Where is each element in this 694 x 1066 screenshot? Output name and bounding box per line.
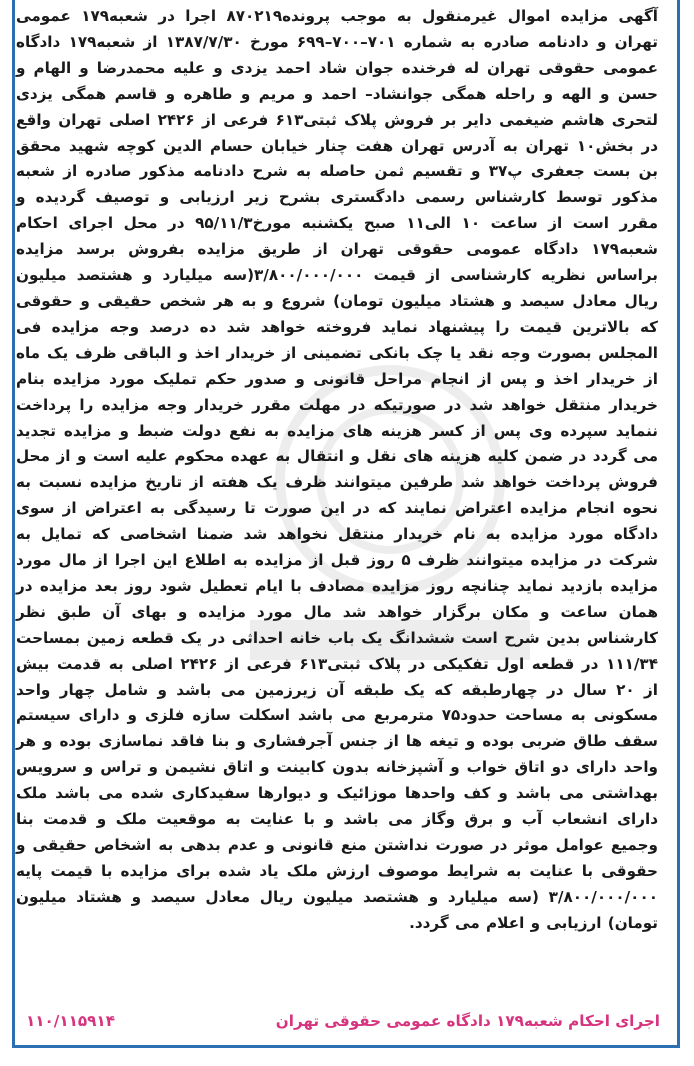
issuer-label: اجرای احکام شعبه۱۷۹ دادگاه عمومی حقوقی تهران <box>275 1012 660 1030</box>
notice-body-text: آگهی مزایده اموال غیرمنقول به موجب پرونده۸۷۰۲۱۹ اجرا در شعبه۱۷۹ عمومی تهران و دادنامه صادره به شماره ۷۰۱–۷۰۰–۶۹۹ مورخ ۱۳۸۷/۷/۳۰ از شعبه۱۷۹ دادگاه عمومی حقوقی تهران له فرخنده جوان شاد احمد یزدی و علیه محمدرضا و الهام و حسن و الهه و راحله همگی جوانشاد– احمد و مریم و طاهره و قاسم همگی یزدی لتحری هاشم ضیغمی دایر بر فروش پلاک ثبتی۶۱۳ فرعی از ۲۴۲۶ اصلی تهران واقع در بخش۱۰ تهران به آدرس تهران هفت چنار خیابان حسام الدین کوچه شهید محقق بن بست جعفری پ۳۷ و تقسیم ثمن حاصله به شرح دادنامه مذکور صادره از شعبه مذکور توسط کارشناس رسمی دادگستری بشرح زیر ارزیابی و توصیف گردیده و مقرر است از ساعت ۱۰ الی۱۱ صبح یکشنبه مورخ۹۵/۱۱/۳ در محل اجرای احکام شعبه۱۷۹ دادگاه عمومی حقوقی تهران از طریق مزایده بفروش برسد مزایده براساس نظریه کارشناسی از قیمت ۳/۸۰۰/۰۰۰/۰۰۰(سه میلیارد و هشتصد میلیون ریال معادل سیصد و هشتاد میلیون تومان) شروع و به هر شخص حقیقی و حقوقی که بالاترین قیمت را پیشنهاد نماید فروخته خواهد شد ده درصد وجه مزایده فی المجلس بصورت وجه نقد یا چک بانکی تضمینی از خریدار اخذ و الباقی ظرف یک ماه از خریدار اخذ و پس از انجام مراحل قانونی و صدور حکم تملیک مورد مزایده بنام خریدار منتقل خواهد شد در صورتیکه در مهلت مقرر خریدار وجه مزایده را پرداخت ننماید سپرده وی پس از کسر هزینه های مزایده به نفع دولت ضبط و مزایده تجدید می گردد در ضمن کلیه هزینه های نقل و انتقال به عهده محکوم علیه است و از محل فروش پرداخت خواهد شد طرفین میتوانند ظرف یک هفته از تاریخ مزایده نسبت به نحوه انجام مزایده اعتراض نمایند که در این صورت تا رسیدگی به اعتراض از سوی دادگاه مورد مزایده به نام خریدار منتقل نخواهد شد ضمنا اشخاصی که تمایل به شرکت در مزایده میتوانند ظرف ۵ روز قبل از مزایده به اطلاع این اجرا از مال مورد مزایده بازدید نماید چنانچه روز مزایده مصادف با ایام تعطیل شود روز بعد مزایده در همان ساعت و مکان برگزار خواهد شد مال مورد مزایده و بهای آن طبق نظر کارشناس بدین شرح است ششدانگ یک باب خانه احداثی در یک قطعه زمین بمساحت ۱۱۱/۳۴ در قطعه اول تفکیکی در پلاک ثبتی۶۱۳ فرعی از ۲۴۲۶ اصلی به قدمت بیش از ۲۰ سال در چهارطبقه که یک طبقه آن زیرزمین می باشد و شامل چهار واحد مسکونی به مساحت حدود۷۵ مترمربع می باشد اسکلت سازه فلزی و دارای سیستم سقف طاق ضربی بوده و تیغه ها از جنس آجرفشاری و بنا فاقد نماسازی بوده و هر واحد دارای دو اتاق خواب و آشپزخانه بدون کابینت و اتاق نشیمن و تراس و سرویس بهداشتی می باشد و کف واحدها موزائیک و دیوارها سفیدکاری شده می باشد ملک دارای انشعاب آب و برق وگاز می باشد و با عنایت به موقعیت ملک و قدمت بنا وجمیع عوامل موثر در صورت نداشتن منع قانونی و عدم بدهی به اشخاص حقیقی و حقوقی با عنایت به شرایط موصوف ارزش ملک یاد شده برای مزایده با قیمت پایه ۳/۸۰۰/۰۰۰/۰۰۰ (سه میلیارد و هشتصد میلیون ریال معادل سیصد و هشتاد میلیون تومان) ارزیابی و اعلام می گردد. <box>16 7 658 932</box>
notice-footer <box>24 1008 660 1034</box>
notice-content <box>16 4 658 937</box>
reference-number: ۱۱۰/۱۱۵۹۱۴ <box>26 1012 115 1030</box>
